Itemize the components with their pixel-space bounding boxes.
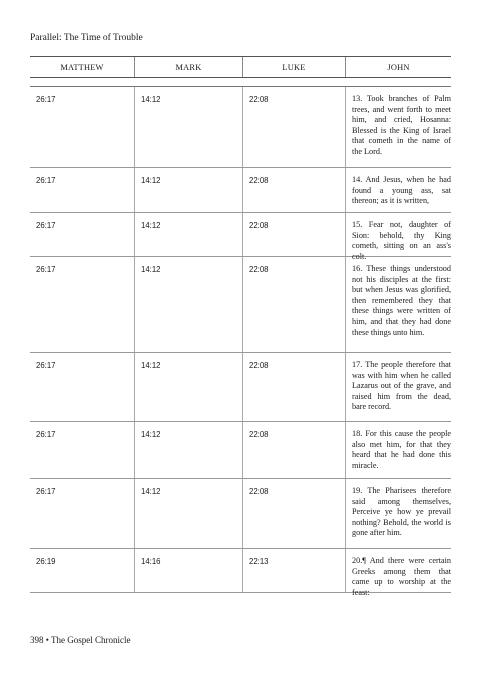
page-footer: 398 • The Gospel Chronicle <box>30 635 131 645</box>
table-row <box>30 213 451 261</box>
mark-ref: 14:12 <box>135 213 243 256</box>
table-row <box>30 549 451 597</box>
mark-ref: 14:12 <box>135 168 243 212</box>
matthew-ref: 26:17 <box>30 257 135 352</box>
luke-ref: 22:08 <box>243 87 346 167</box>
john-verse: 16. These things understood not his disciples at the first: but when Jesus was glorified, then remembered they that these things were written of him, and that they had done these things unto him. <box>352 264 451 337</box>
header-matthew: MATTHEW <box>30 57 135 77</box>
parallel-table <box>30 86 451 597</box>
header-john: JOHN <box>387 62 410 72</box>
luke-ref: 22:08 <box>243 213 346 256</box>
mark-ref: 14:12 <box>135 87 243 167</box>
mark-ref: 14:12 <box>135 353 243 421</box>
page-title: Parallel: The Time of Trouble <box>30 33 143 43</box>
john-verse: 19. The Pharisees therefore said among themselves, Perceive ye how ye prevail nothing? Behold, the world is gone after him. <box>352 486 451 538</box>
table-row <box>30 257 451 353</box>
header-mark: MARK <box>135 57 243 77</box>
luke-ref: 22:08 <box>243 257 346 352</box>
table-row <box>30 87 451 168</box>
luke-ref: 22:08 <box>243 353 346 421</box>
matthew-ref: 26:17 <box>30 422 135 478</box>
mark-ref: 14:12 <box>135 422 243 478</box>
table-row <box>30 353 451 422</box>
table-header <box>30 56 451 78</box>
john-verse: 17. The people therefore that was with him when he called Lazarus out of the grave, and raised him from the dead, bare record. <box>352 360 451 412</box>
header-luke: LUKE <box>243 57 346 77</box>
mark-ref: 14:16 <box>135 549 243 592</box>
john-verse: 14. And Jesus, when he had found a young ass, sat thereon; as it is written, <box>352 175 451 206</box>
mark-ref: 14:12 <box>135 479 243 548</box>
matthew-ref: 26:17 <box>30 353 135 421</box>
matthew-ref: 26:19 <box>30 549 135 592</box>
matthew-ref: 26:17 <box>30 213 135 256</box>
luke-ref: 22:13 <box>243 549 346 592</box>
mark-ref: 14:12 <box>135 257 243 352</box>
matthew-ref: 26:17 <box>30 168 135 212</box>
matthew-ref: 26:17 <box>30 479 135 548</box>
matthew-ref: 26:17 <box>30 87 135 167</box>
table-row <box>30 479 451 549</box>
luke-ref: 22:08 <box>243 422 346 478</box>
table-row <box>30 168 451 213</box>
john-verse: 18. For this cause the people also met him, for that they heard that he had done this miracle. <box>352 429 451 470</box>
table-row <box>30 422 451 479</box>
john-verse: 15. Fear not, daughter of Sion: behold, thy King cometh, sitting on an ass's colt. <box>352 220 451 261</box>
luke-ref: 22:08 <box>243 479 346 548</box>
luke-ref: 22:08 <box>243 168 346 212</box>
john-verse: 13. Took branches of Palm trees, and went forth to meet him, and cried, Hosanna: Blessed is the King of Israel that cometh in the name of the Lord. <box>352 94 451 156</box>
john-verse: 20.¶ And there were certain Greeks among them that came up to worship at the feast: <box>352 556 451 597</box>
